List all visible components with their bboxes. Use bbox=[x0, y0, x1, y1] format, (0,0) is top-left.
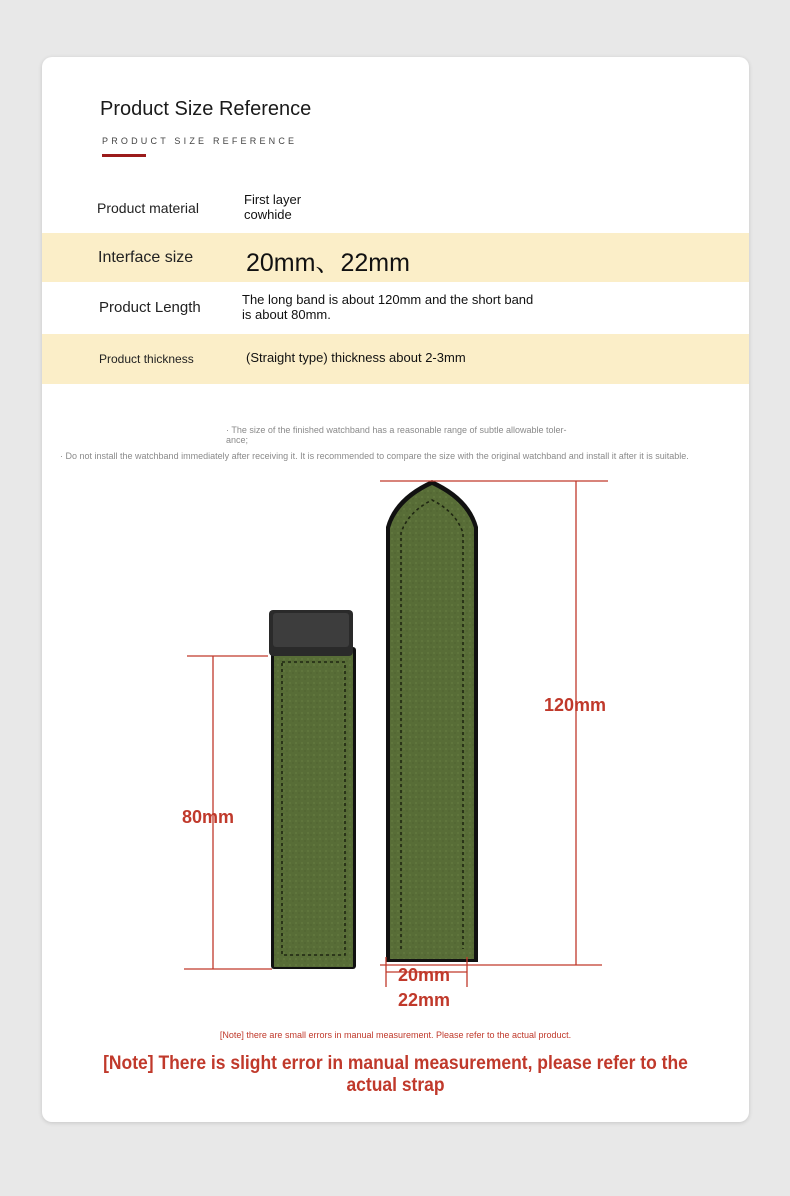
long-strap-length-label: 120mm bbox=[544, 695, 607, 715]
short-strap bbox=[271, 647, 356, 969]
width-label-20: 20mm bbox=[398, 965, 451, 985]
spec-label: Interface size bbox=[98, 249, 194, 266]
tolerance-note: · The size of the finished watchband has a reasonable range of subtle allowable toler- ance; bbox=[226, 425, 567, 445]
measurement-note-large: [Note] There is slight error in manual measurement, please refer to the actual strap bbox=[103, 1053, 688, 1096]
spec-label: Product thickness bbox=[99, 352, 194, 366]
spec-value: The long band is about 120mm and the short band is about 80mm. bbox=[242, 292, 534, 322]
spec-label: Product Length bbox=[99, 299, 201, 316]
spec-value: 20mm、22mm bbox=[246, 249, 410, 277]
long-strap bbox=[386, 480, 478, 962]
strap-diagram bbox=[42, 57, 749, 1122]
short-strap-length-label: 80mm bbox=[182, 807, 235, 827]
spec-value: First layer cowhide bbox=[244, 192, 302, 222]
page-subtitle: PRODUCT SIZE REFERENCE bbox=[102, 136, 298, 146]
width-label-22: 22mm bbox=[398, 990, 451, 1010]
spec-value: (Straight type) thickness about 2-3mm bbox=[246, 350, 466, 365]
page-title: Product Size Reference bbox=[100, 98, 312, 120]
spec-label: Product material bbox=[97, 200, 199, 216]
product-size-card bbox=[42, 57, 749, 1122]
install-note: · Do not install the watchband immediately after receiving it. It is recommended to compare the size with the original watchband and install it after it is suitable. bbox=[60, 451, 689, 461]
measurement-note-small: [Note] there are small errors in manual measurement. Please refer to the actual product. bbox=[219, 1030, 572, 1040]
buckle bbox=[269, 610, 353, 656]
